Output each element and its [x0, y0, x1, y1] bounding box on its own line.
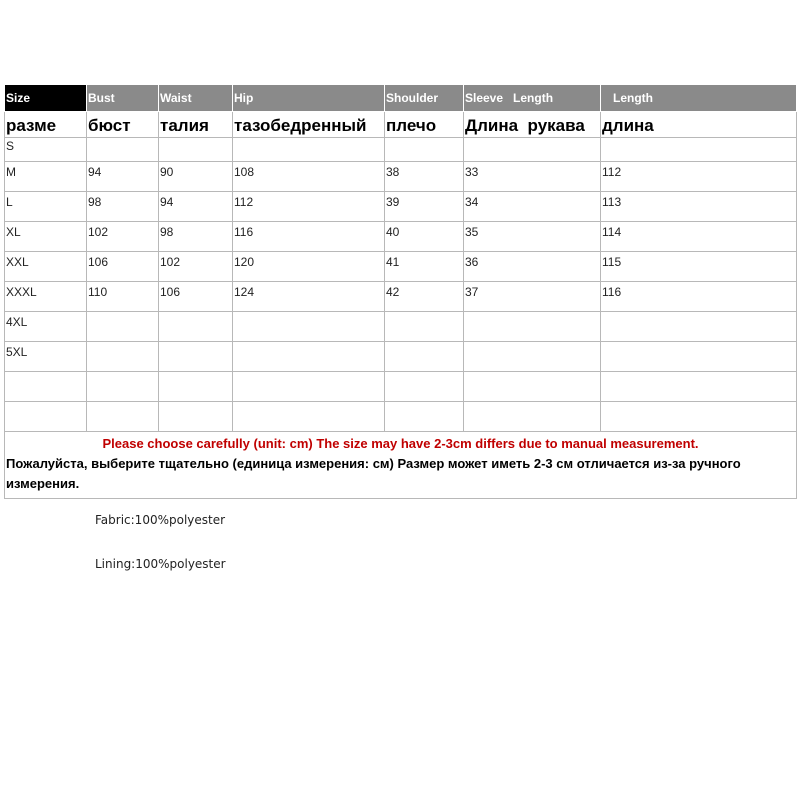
size-cell: XXL [5, 252, 87, 282]
measurement-cell: 98 [87, 192, 159, 222]
measurement-cell [159, 342, 233, 372]
measurement-cell: 106 [87, 252, 159, 282]
measurement-cell [464, 372, 601, 402]
table-row [5, 282, 797, 312]
measurement-cell [233, 402, 385, 432]
measurement-cell: 90 [159, 162, 233, 192]
measurement-cell [385, 312, 464, 342]
header-size: Size [5, 85, 87, 112]
header-sleeve-length: Sleeve Length [464, 85, 601, 112]
measurement-cell [385, 342, 464, 372]
measurement-cell: 33 [464, 162, 601, 192]
header-ru-length: длина [601, 112, 797, 138]
measurement-cell: 112 [601, 162, 797, 192]
measurement-cell [385, 138, 464, 162]
measurement-cell: 34 [464, 192, 601, 222]
measurement-cell: 113 [601, 192, 797, 222]
size-chart-table [4, 84, 797, 499]
measurement-cell [87, 342, 159, 372]
table-row [5, 222, 797, 252]
lining-composition: Lining:100%polyester [95, 557, 226, 571]
measurement-cell: 108 [233, 162, 385, 192]
measurement-cell [87, 372, 159, 402]
measurement-cell: 41 [385, 252, 464, 282]
header-row-ru [5, 112, 797, 138]
measurement-cell [159, 372, 233, 402]
measurement-cell [464, 138, 601, 162]
measurement-cell [159, 138, 233, 162]
measurement-cell [233, 372, 385, 402]
measurement-cell: 35 [464, 222, 601, 252]
header-ru-bust: бюст [87, 112, 159, 138]
measurement-cell: 116 [601, 282, 797, 312]
measurement-cell [159, 312, 233, 342]
table-row [5, 372, 797, 402]
measurement-cell: 116 [233, 222, 385, 252]
table-row [5, 162, 797, 192]
measurement-cell [233, 342, 385, 372]
measurement-cell: 37 [464, 282, 601, 312]
size-cell: S [5, 138, 87, 162]
measurement-cell [601, 312, 797, 342]
measurement-cell [87, 402, 159, 432]
measurement-cell [87, 312, 159, 342]
header-row-en [5, 85, 797, 112]
size-cell: L [5, 192, 87, 222]
measurement-cell: 110 [87, 282, 159, 312]
note-english: Please choose carefully (unit: cm) The size may have 2-3cm differs due to manual measurement. [102, 436, 699, 451]
fabric-composition: Fabric:100%polyester [95, 513, 226, 527]
size-cell: 5XL [5, 342, 87, 372]
measurement-cell: 94 [87, 162, 159, 192]
table-row [5, 342, 797, 372]
measurement-cell: 114 [601, 222, 797, 252]
size-cell [5, 402, 87, 432]
measurement-cell [233, 138, 385, 162]
measurement-cell: 98 [159, 222, 233, 252]
measurement-cell: 112 [233, 192, 385, 222]
measurement-cell: 115 [601, 252, 797, 282]
header-ru-waist: талия [159, 112, 233, 138]
header-hip: Hip [233, 85, 385, 112]
measurement-cell [464, 312, 601, 342]
size-cell: M [5, 162, 87, 192]
table-row [5, 252, 797, 282]
measurement-cell: 124 [233, 282, 385, 312]
size-chart-body [5, 85, 797, 499]
header-ru-sleeve-length: Длина рукава [464, 112, 601, 138]
measurement-cell [601, 402, 797, 432]
note-row [5, 432, 797, 499]
size-cell [5, 372, 87, 402]
size-cell: 4XL [5, 312, 87, 342]
table-row [5, 192, 797, 222]
header-ru-hip: тазобедренный [233, 112, 385, 138]
measurement-cell [464, 402, 601, 432]
measurement-note [5, 432, 797, 499]
table-row [5, 138, 797, 162]
table-row [5, 402, 797, 432]
measurement-cell [464, 342, 601, 372]
size-cell: XXXL [5, 282, 87, 312]
measurement-cell [87, 138, 159, 162]
measurement-cell [233, 312, 385, 342]
measurement-cell [601, 372, 797, 402]
measurement-cell [385, 402, 464, 432]
measurement-cell [601, 138, 797, 162]
measurement-cell: 106 [159, 282, 233, 312]
measurement-cell [601, 342, 797, 372]
measurement-cell [159, 402, 233, 432]
measurement-cell: 120 [233, 252, 385, 282]
measurement-cell: 42 [385, 282, 464, 312]
measurement-cell: 94 [159, 192, 233, 222]
measurement-cell: 38 [385, 162, 464, 192]
size-cell: XL [5, 222, 87, 252]
header-bust: Bust [87, 85, 159, 112]
measurement-cell: 36 [464, 252, 601, 282]
note-russian: Пожалуйста, выберите тщательно (единица измерения: см) Размер может иметь 2-3 см отличается из-за ручного измерения. [6, 456, 741, 491]
header-ru-shoulder: плечо [385, 112, 464, 138]
measurement-cell: 102 [159, 252, 233, 282]
measurement-cell: 39 [385, 192, 464, 222]
header-waist: Waist [159, 85, 233, 112]
measurement-cell: 40 [385, 222, 464, 252]
measurement-cell [385, 372, 464, 402]
header-shoulder: Shoulder [385, 85, 464, 112]
header-length: Length [601, 85, 797, 112]
header-ru-size: разме [5, 112, 87, 138]
table-row [5, 312, 797, 342]
measurement-cell: 102 [87, 222, 159, 252]
